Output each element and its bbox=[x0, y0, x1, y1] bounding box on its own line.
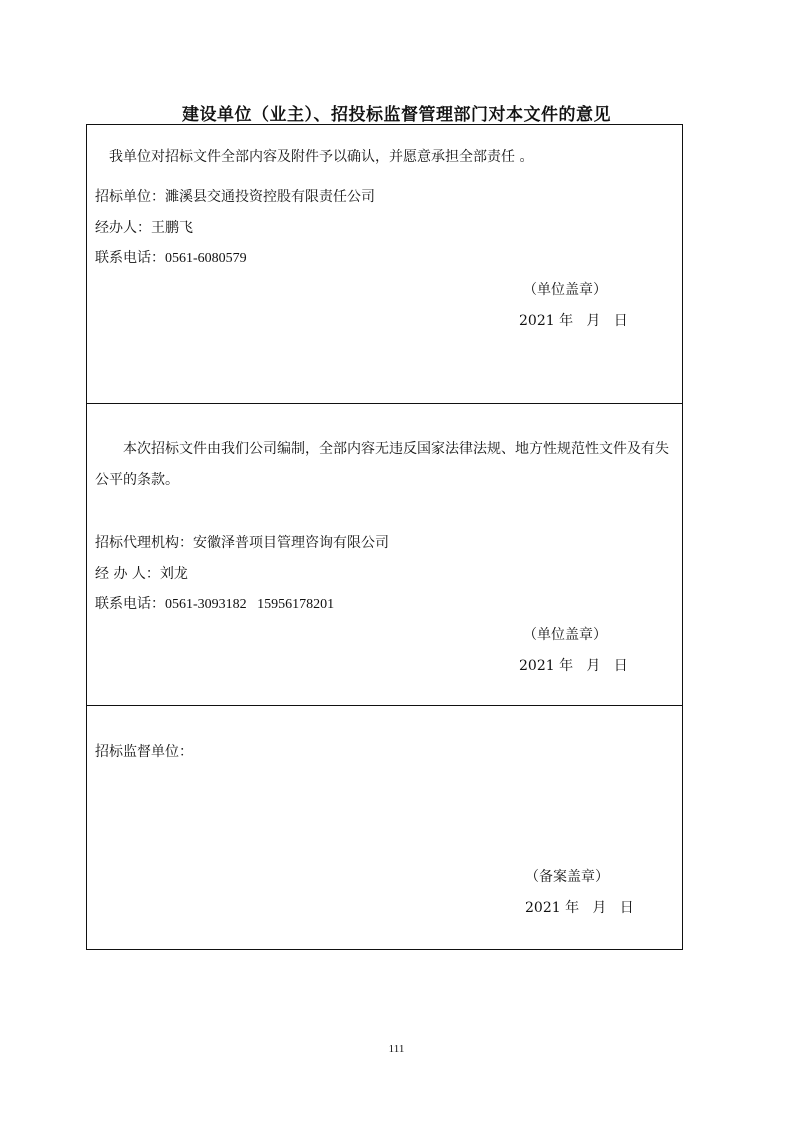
agency-seal-label: （单位盖章） bbox=[523, 627, 607, 643]
owner-seal-label: （单位盖章） bbox=[523, 282, 607, 298]
owner-opinion-cell bbox=[87, 125, 682, 404]
agency-opinion-cell bbox=[87, 404, 682, 706]
owner-date: 2021 年 月 日 bbox=[519, 313, 628, 329]
tenderer-name: 招标单位：濉溪县交通投资控股有限责任公司 bbox=[95, 189, 375, 205]
document-title: 建设单位（业主）、招投标监督管理部门对本文件的意见 bbox=[182, 105, 611, 125]
supervisor-opinion-cell bbox=[87, 706, 682, 951]
supervisor-label: 招标监督单位： bbox=[95, 744, 193, 760]
supervisor-seal-label: （备案盖章） bbox=[525, 869, 609, 885]
agency-phone: 联系电话：0561-3093182 15956178201 bbox=[95, 597, 335, 612]
supervisor-date: 2021 年 月 日 bbox=[525, 900, 634, 916]
page-number: 111 bbox=[388, 1043, 405, 1055]
owner-confirmation-statement: 我单位对招标文件全部内容及附件予以确认，并愿意承担全部责任 。 bbox=[109, 149, 534, 165]
agency-handler: 经 办 人：刘龙 bbox=[95, 566, 188, 582]
owner-handler: 经办人：王鹏飞 bbox=[95, 220, 193, 236]
agency-name: 招标代理机构：安徽泽普项目管理咨询有限公司 bbox=[95, 535, 389, 551]
owner-phone: 联系电话：0561-6080579 bbox=[95, 251, 247, 266]
agency-date: 2021 年 月 日 bbox=[519, 658, 628, 674]
agency-compliance-statement: 本次招标文件由我们公司编制，全部内容无违反国家法律法规、地方性规范性文件及有失公平的条款。 bbox=[95, 441, 669, 488]
opinion-table bbox=[86, 124, 683, 950]
